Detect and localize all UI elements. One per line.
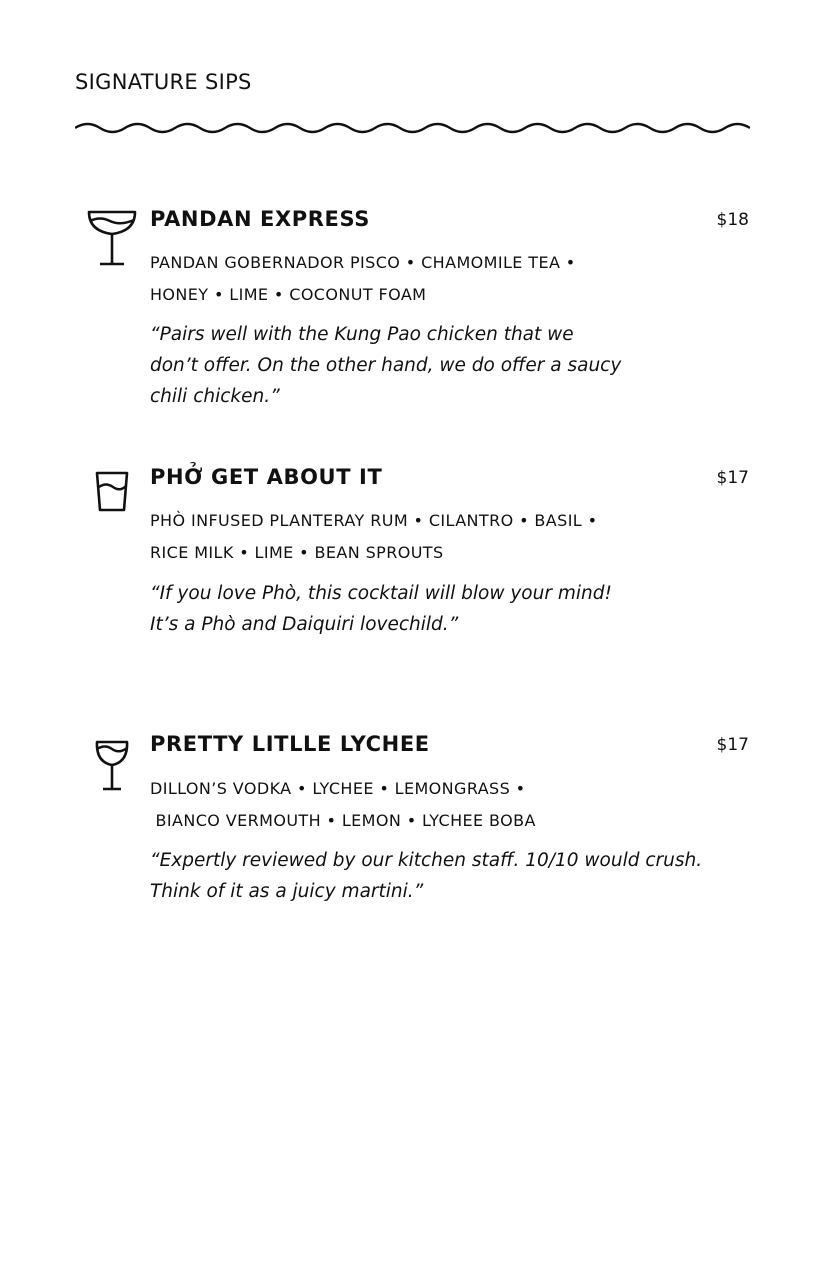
ingredients-line: HONEY • LIME • COCONUT FOAM xyxy=(150,285,427,304)
drink-ingredients xyxy=(150,247,710,311)
quote-line: chili chicken.” xyxy=(150,386,280,407)
rocks-glass-icon xyxy=(86,465,138,525)
drink-quote xyxy=(150,578,612,640)
coupe-glass-icon xyxy=(86,207,138,267)
drink-name: PANDAN EXPRESS xyxy=(150,207,371,231)
drink-quote xyxy=(150,845,702,907)
quote-line: It’s a Phò and Daiquiri lovechild.” xyxy=(150,614,459,635)
quote-line: “Expertly reviewed by our kitchen staff. 10/10 would crush. xyxy=(150,850,703,871)
ingredients-line: RICE MILK • LIME • BEAN SPROUTS xyxy=(150,543,444,562)
wine-glass-icon xyxy=(86,732,138,792)
section-title: SIGNATURE SIPS xyxy=(75,70,252,94)
drink-ingredients xyxy=(150,505,710,569)
ingredients-line: DILLON’S VODKA • LYCHEE • LEMONGRASS • xyxy=(150,779,526,798)
drink-quote xyxy=(150,319,621,412)
wavy-divider xyxy=(75,118,750,138)
drink-name: PRETTY LITLLE LYCHEE xyxy=(150,732,430,756)
ingredients-line: BIANCO VERMOUTH • LEMON • LYCHEE BOBA xyxy=(150,811,536,830)
ingredients-line: PANDAN GOBERNADOR PISCO • CHAMOMILE TEA • xyxy=(150,253,576,272)
quote-line: don’t offer. On the other hand, we do offer a saucy xyxy=(150,355,622,376)
drink-price: $17 xyxy=(716,468,749,488)
drink-ingredients xyxy=(150,773,710,837)
drink-price: $18 xyxy=(716,210,749,230)
drink-name: PHỞ GET ABOUT IT xyxy=(150,465,383,489)
quote-line: “If you love Phò, this cocktail will blow your mind! xyxy=(150,583,612,604)
quote-line: Think of it as a juicy martini.” xyxy=(150,881,424,902)
ingredients-line: PHÒ INFUSED PLANTERAY RUM • CILANTRO • BASIL • xyxy=(150,511,598,530)
quote-line: “Pairs well with the Kung Pao chicken that we xyxy=(150,324,574,345)
drink-price: $17 xyxy=(716,735,749,755)
